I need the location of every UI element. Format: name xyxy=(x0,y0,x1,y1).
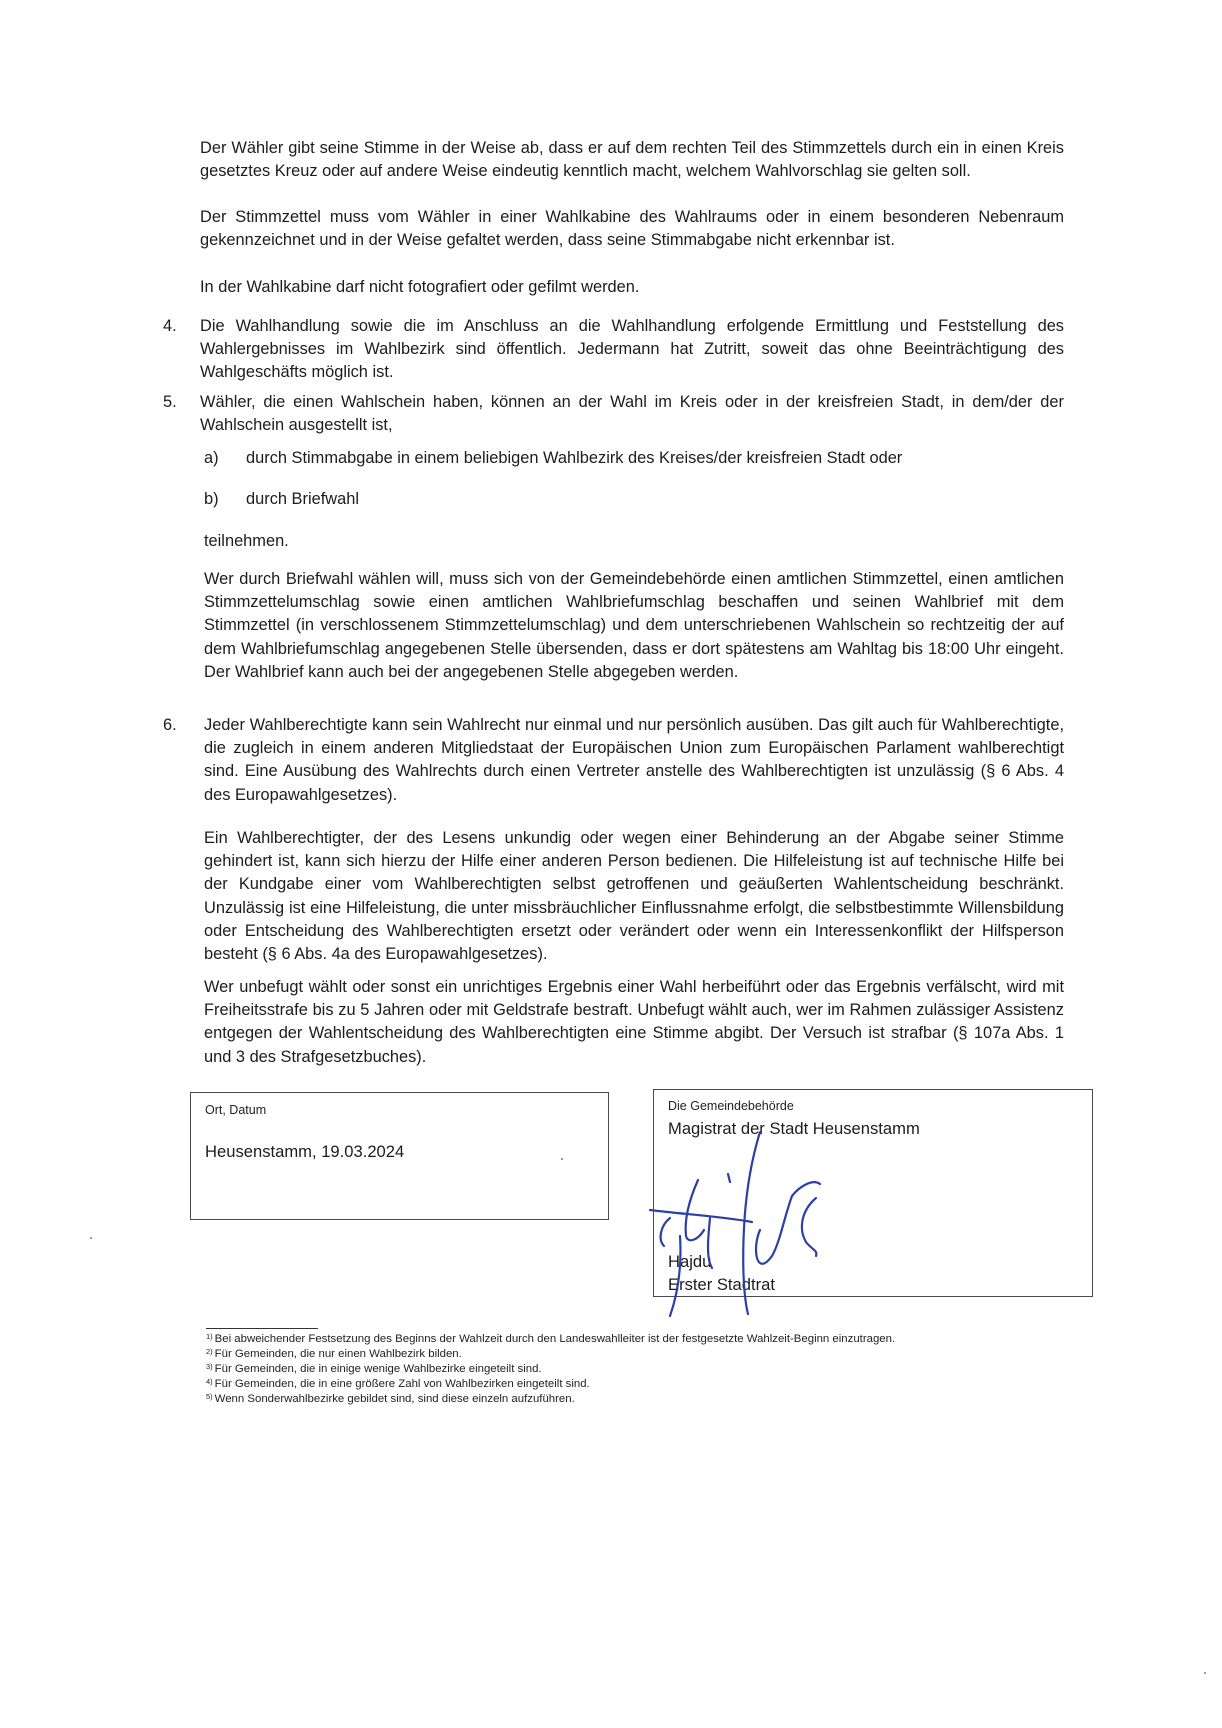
item-5-b-text: durch Briefwahl xyxy=(246,490,359,508)
footnote-5-mark: 5) xyxy=(206,1392,213,1401)
footnote-rule xyxy=(206,1328,318,1329)
scan-speck xyxy=(90,1237,92,1239)
footnote-4-text: Für Gemeinden, die in eine größere Zahl von Wahlbezirken eingeteilt sind. xyxy=(214,1378,590,1390)
footnote-3-mark: 3) xyxy=(206,1362,213,1371)
authority-name: Magistrat der Stadt Heusenstamm xyxy=(668,1119,920,1138)
footnote-2-mark: 2) xyxy=(206,1347,213,1356)
footnote-3-text: Für Gemeinden, die in einige wenige Wahlbezirke eingeteilt sind. xyxy=(214,1363,542,1375)
item-4-text: Die Wahlhandlung sowie die im Anschluss an die Wahlhandlung erfolgende Ermittlung und Feststellung des Wahlergebnisses im Wahlbezirk sind öffentlich. Jedermann hat Zutritt, soweit das ohne Beeinträchtigung des Wahlgeschäfts möglich ist. xyxy=(200,317,1064,382)
item-5-intro: Wähler, die einen Wahlschein haben, können an der Wahl im Kreis oder in der kreisfreien Stadt, in dem/der der Wahlschein ausgestellt ist, xyxy=(200,393,1064,435)
footnote-5 xyxy=(206,1390,575,1407)
item-5-a-label: a) xyxy=(204,449,219,467)
place-date-value: Heusenstamm, 19.03.2024 xyxy=(205,1142,405,1161)
item-number-5: 5. xyxy=(163,393,177,411)
intro-paragraph-no-photo: In der Wahlkabine darf nicht fotografiert oder gefilmt werden. xyxy=(200,278,640,296)
intro-paragraph-folding: Der Stimmzettel muss vom Wähler in einer Wahlkabine des Wahlraums oder in einem besonderen Nebenraum gekennzeichnet und in der Weise gefaltet werden, dass seine Stimmabgabe nicht erkennbar ist. xyxy=(200,208,1064,250)
item-number-4: 4. xyxy=(163,317,177,335)
item-5-tail: teilnehmen. xyxy=(204,532,289,550)
footnote-5-text: Wenn Sonderwahlbezirke gebildet sind, sind diese einzeln aufzuführen. xyxy=(214,1393,575,1405)
signer-name: Hajdu xyxy=(668,1252,712,1271)
item-5-a-text: durch Stimmabgabe in einem beliebigen Wahlbezirk des Kreises/der kreisfreien Stadt oder xyxy=(246,449,903,467)
footnote-1-mark: 1) xyxy=(206,1332,213,1341)
signer-title: Erster Stadtrat xyxy=(668,1275,775,1294)
item-5-b-label: b) xyxy=(204,490,219,508)
item-number-6: 6. xyxy=(163,716,177,734)
footnote-4-mark: 4) xyxy=(206,1377,213,1386)
scan-speck xyxy=(561,1158,563,1160)
scan-speck xyxy=(1204,1672,1206,1674)
item-6-paragraph-assistance: Ein Wahlberechtigter, der des Lesens unkundig oder wegen einer Behinderung an der Abgabe seiner Stimme gehindert ist, kann sich hierzu der Hilfe einer anderen Person bedienen. Die Hilfeleistung ist auf technische Hilfe bei der Kundgabe einer vom Wahlberechtigten selbst getroffenen und geäußerten Wahlentscheidung beschränkt. Unzulässig ist eine Hilfeleistung, die unter missbräuchlicher Einflussnahme erfolgt, die selbstbestimmte Willensbildung oder Entscheidung des Wahlberechtigten ersetzt oder verändert oder wenn ein Interessenkonflikt der Hilfsperson besteht (§ 6 Abs. 4a des Europawahlgesetzes). xyxy=(204,829,1064,964)
item-6-paragraph-penalty: Wer unbefugt wählt oder sonst ein unrichtiges Ergebnis einer Wahl herbeiführt oder das Ergebnis verfälscht, wird mit Freiheitsstrafe bis zu 5 Jahren oder mit Geldstrafe bestraft. Unbefugt wählt auch, wer im Rahmen zulässiger Assistenz entgegen der Wahlentscheidung des Wahlberechtigten eine Stimme abgibt. Der Versuch ist strafbar (§ 107a Abs. 1 und 3 des Strafgesetzbuches). xyxy=(204,978,1064,1066)
handwritten-signature xyxy=(640,1118,860,1318)
footnote-2-text: Für Gemeinden, die nur einen Wahlbezirk bilden. xyxy=(214,1348,462,1360)
item-6-paragraph-personal: Jeder Wahlberechtigte kann sein Wahlrecht nur einmal und nur persönlich ausüben. Das gilt auch für Wahlberechtigte, die zugleich in einem anderen Mitgliedstaat der Europäischen Union zum Europäischen Parlament wahlberechtigt sind. Eine Ausübung des Wahlrechts durch einen Vertreter anstelle des Wahlberechtigten ist unzulässig (§ 6 Abs. 4 des Europawahlgesetzes). xyxy=(204,716,1064,804)
footnote-1-text: Bei abweichender Festsetzung des Beginns der Wahlzeit durch den Landeswahlleiter ist der festgesetzte Wahlzeit-Beginn einzutragen. xyxy=(214,1333,896,1345)
place-date-label: Ort, Datum xyxy=(205,1103,267,1117)
intro-paragraph-marking: Der Wähler gibt seine Stimme in der Weise ab, dass er auf dem rechten Teil des Stimmzettels durch ein in einen Kreis gesetztes Kreuz oder auf andere Weise eindeutig kenntlich macht, welchem Wahlvorschlag sie gelten soll. xyxy=(200,139,1064,181)
place-date-box xyxy=(190,1092,609,1220)
authority-label: Die Gemeindebehörde xyxy=(668,1099,794,1113)
item-5-briefwahl-paragraph: Wer durch Briefwahl wählen will, muss sich von der Gemeindebehörde einen amtlichen Stimmzettel, einen amtlichen Stimmzettelumschlag sowie einen amtlichen Wahlbriefumschlag beschaffen und seinen Wahlbrief mit dem Stimmzettel (in verschlossenem Stimmzettelumschlag) und dem unterschriebenen Wahlschein so rechtzeitig der auf dem Wahlbriefumschlag angegebenen Stelle übersenden, dass er dort spätestens am Wahltag bis 18:00 Uhr eingeht. Der Wahlbrief kann auch bei der angegebenen Stelle abgegeben werden. xyxy=(204,570,1064,681)
